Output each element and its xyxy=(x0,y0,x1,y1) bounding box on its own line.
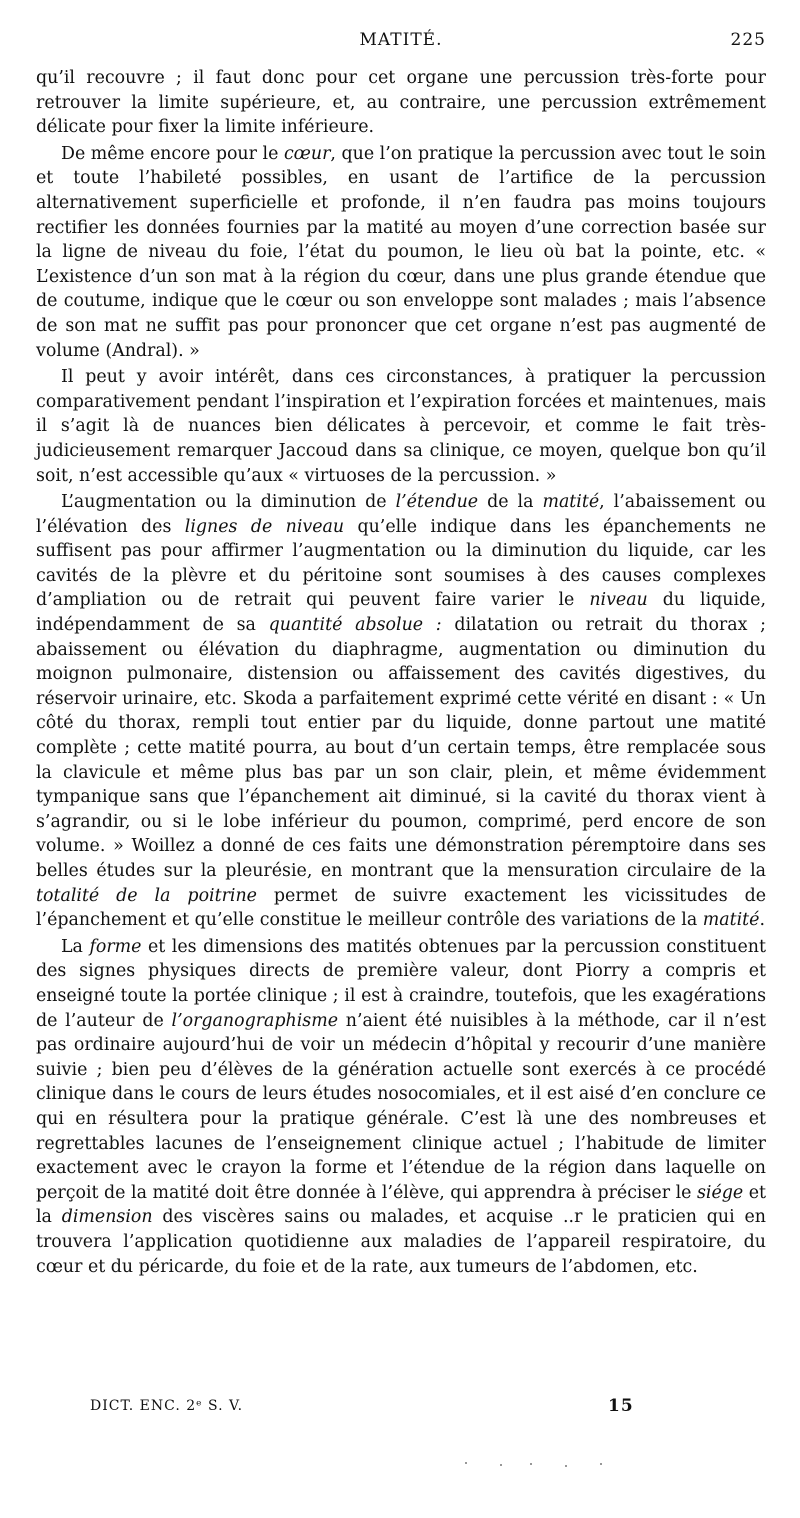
italic-term: lignes de niveau xyxy=(184,516,345,537)
paragraph xyxy=(36,935,766,1279)
text-run: qu’elle indique dans les épanchements ne suffisent pas pour affirmer l’augmentation ou la diminution du liquide, car les cavités de la plèvre et du péritoine sont soumises à des causes complexes d’ampliation ou de retrait qui peuvent faire varier le xyxy=(36,516,767,611)
italic-term: forme xyxy=(89,936,142,957)
text-run: qu’il recouvre ; il faut donc pour cet organe une percussion très-forte pour retrouver la limite supérieure, et, au contraire, une percussion extrêmement délicate pour fixer la limite inférieure. xyxy=(36,68,766,138)
italic-term: matité xyxy=(702,910,760,931)
text-run: L’augmentation ou la diminution de xyxy=(61,492,396,513)
text-run: n’aient été nuisibles à la méthode, car il n’est pas ordinaire aujourd’hui de voir un médecin d’hôpital y recourir d’une manière suivie ; bien peu d’élèves de la génération actuelle sont exercés à ce procédé clinique dans le cours de leurs études nosocomiales, et il est aisé d’en conclure ce qui en résultera pour la pratique générale. C’est là une des nombreuses et regrettables lacunes de l’enseignement clinique actuel ; l’habitude de limiter exactement avec le crayon la forme et l’étendue de la région dans laquelle on perçoit de la matité doit être donnée à l’élève, qui apprendra à préciser le xyxy=(36,1010,766,1203)
running-title: MATITÉ. xyxy=(359,30,443,50)
text-run: des viscères sains ou malades, et acquise ..r le praticien qui en trouvera l’application quotidienne aux maladies de l’appareil respiratoire, du cœur et du péricarde, du foie et de la rate, aux tumeurs de l’abdomen, etc. xyxy=(36,1207,766,1277)
italic-term: totalité de la poitrine xyxy=(36,885,257,906)
text-run: , l’abaissement ou l’élévation des xyxy=(36,492,766,537)
italic-term: l’étendue xyxy=(395,492,479,513)
italic-term: siége xyxy=(696,1182,744,1203)
sheet-number: 15 xyxy=(608,1396,634,1416)
text-run: Il peut y avoir intérêt, dans ces circonstances, à pratiquer la percussion comparativement pendant l’inspiration et l’expiration forcées et maintenues, mais il s’agit là de nuances bien délicates à percevoir, et comme le fait très-judicieusement remarquer Jaccoud dans sa clinique, ce moyen, quelque bon qu’il soit, n’est accessible qu’aux « virtuoses de la percussion. » xyxy=(36,367,766,486)
italic-term: l’organographisme xyxy=(171,1010,339,1031)
italic-term: matité xyxy=(542,492,600,513)
paper-speck xyxy=(600,1463,602,1465)
text-run: permet de suivre exactement les vicissitudes de l’épanchement et qu’elle constitue le meilleur contrôle des variations de la xyxy=(36,885,766,931)
text-run: . xyxy=(759,910,765,931)
text-run: du liquide, indépendamment de sa xyxy=(36,590,767,636)
running-head xyxy=(36,30,766,54)
text-run: dilatation ou retrait du thorax ; abaissement ou élévation du diaphragme, augmentation ou diminution du moignon pulmonaire, distension ou affaissement des cavités digestives, du réservoir urinaire, etc. Skoda a parfaitement exprimé cette vérité en disant : « Un côté du thorax, rempli tout entier par du liquide, donne partout une matité complète ; cette matité pourra, au bout d’un certain temps, être remplacée sous la clavicule et même plus bas par un son clair, plein, et même évidemment tympanique sans que l’épanchement ait diminué, si la cavité du thorax vient à s’agrandir, ou si le lobe inférieur du poumon, comprimé, perd encore de son volume. » Woillez a donné de ces faits une démonstration péremptoire dans ses belles études sur la pleurésie, en montrant que la mensuration circulaire de la xyxy=(36,615,766,881)
paper-speck xyxy=(465,1462,467,1464)
paper-speck xyxy=(530,1463,532,1465)
italic-term: niveau xyxy=(589,590,648,611)
page-number: 225 xyxy=(730,30,766,50)
text-run: et les dimensions des matités obtenues par la percussion constituent des signes physiques directs de première valeur, dont Piorry a compris et enseigné toute la portée clinique ; il est à craindre, toutefois, que les exagérations de l’auteur de xyxy=(36,936,766,1031)
text-run: et la xyxy=(36,1182,766,1228)
text-run: De même encore pour le xyxy=(61,143,284,164)
paragraph xyxy=(36,365,766,488)
text-run: , que l’on pratique la percussion avec tout le soin et toute l’habileté possibles, en usant de l’artifice de la percussion alternativement superficielle et profonde, il n’en faudra pas moins toujours rectifier les données fournies par la matité au moyen d’une correction basée sur la ligne de niveau du foie, l’état du poumon, le lieu où bat la pointe, etc. « L’existence d’un son mat à la région du cœur, dans une plus grande étendue que de coutume, indique que le cœur ou son enveloppe sont malades ; mais l’absence de son mat ne suffit pas pour prononcer que cet organe n’est pas augmenté de volume (Andral). » xyxy=(36,143,766,361)
printer-signature: DICT. ENC. 2ᵉ S. V. xyxy=(90,1398,244,1414)
paper-speck xyxy=(500,1464,502,1466)
italic-term: quantité absolue : xyxy=(268,615,442,636)
paragraph xyxy=(36,490,766,933)
paragraph xyxy=(36,66,766,140)
paragraph xyxy=(36,142,766,363)
text-run: La xyxy=(61,936,90,957)
paper-speck xyxy=(565,1465,567,1467)
text-run: de la xyxy=(478,492,543,513)
italic-term: cœur xyxy=(283,143,331,164)
body-text xyxy=(36,66,766,1281)
sheet-signature-line xyxy=(90,1398,780,1422)
italic-term: dimension xyxy=(61,1207,153,1228)
